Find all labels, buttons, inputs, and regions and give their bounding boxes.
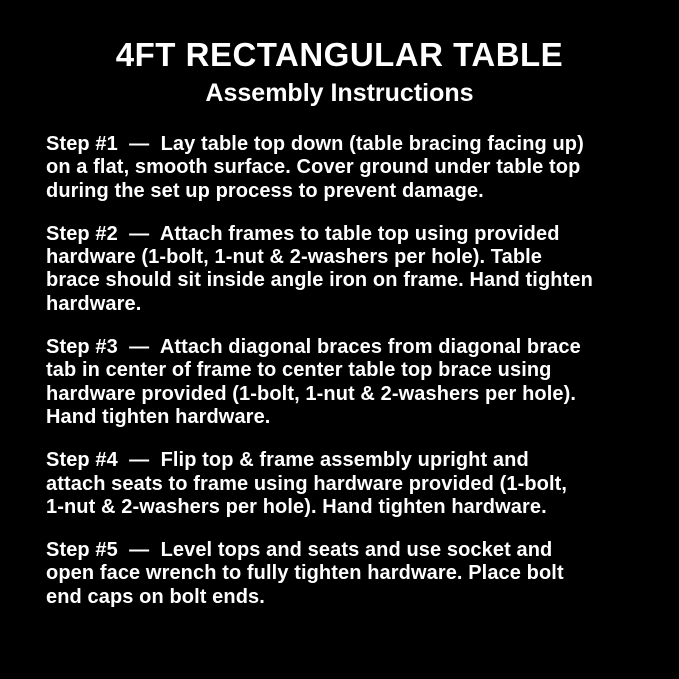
step-4-line-2: attach seats to frame using hardware provided (1-bolt, (46, 472, 568, 495)
step-4-line-1: Step #4 — Flip top & frame assembly upright and (46, 449, 529, 472)
step-2 (46, 223, 645, 316)
step-2-line-1: Step #2 — Attach frames to table top using provided (46, 222, 560, 245)
step-4 (46, 449, 645, 519)
step-1-line-1: Step #1 — Lay table top down (table bracing facing up) (46, 132, 584, 155)
step-5-line-3: end caps on bolt ends. (46, 585, 265, 608)
step-3-line-4: Hand tighten hardware. (46, 405, 271, 428)
step-2-line-4: hardware. (46, 292, 142, 315)
step-4-line-3: 1-nut & 2-washers per hole). Hand tighten hardware. (46, 495, 547, 518)
step-2-line-2: hardware (1-bolt, 1-nut & 2-washers per hole). Table (46, 246, 543, 269)
step-5-line-2: open face wrench to fully tighten hardware. Place bolt (46, 562, 564, 585)
step-1 (46, 133, 645, 203)
step-3-line-1: Step #3 — Attach diagonal braces from diagonal brace (46, 336, 581, 359)
step-1-line-2: on a flat, smooth surface. Cover ground under table top (46, 156, 581, 179)
step-5 (46, 539, 645, 609)
step-5-line-1: Step #5 — Level tops and seats and use socket and (46, 539, 553, 562)
page-subtitle: Assembly Instructions (205, 78, 474, 107)
step-3-line-3: hardware provided (1-bolt, 1-nut & 2-washers per hole). (46, 382, 577, 405)
page-title: 4FT RECTANGULAR TABLE (115, 36, 564, 73)
step-1-line-3: during the set up process to prevent damage. (46, 179, 484, 202)
step-3 (46, 336, 645, 429)
step-3-line-2: tab in center of frame to center table top brace using (46, 359, 552, 382)
step-2-line-3: brace should sit inside angle iron on frame. Hand tighten (46, 269, 593, 292)
steps-list (0, 133, 679, 609)
